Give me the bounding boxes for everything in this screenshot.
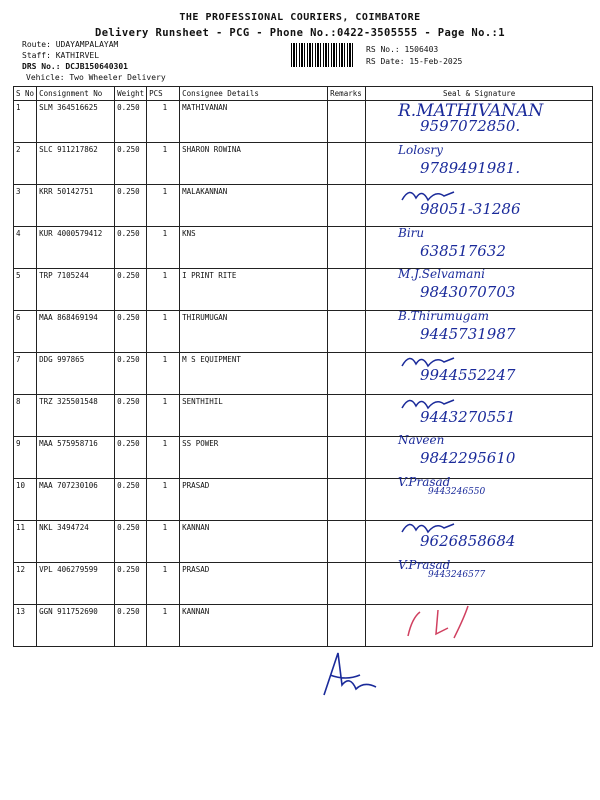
weight-cell (115, 101, 147, 143)
consignment-cell (37, 227, 115, 269)
consignment-cell-text: KRR 50142751 (39, 187, 94, 196)
consignment-cell (37, 101, 115, 143)
consignment-cell (37, 311, 115, 353)
signature-phone: 9443246550 (428, 486, 486, 497)
sno-cell-text: 10 (16, 481, 26, 490)
weight-cell (115, 563, 147, 605)
signature-name: Lolosry (398, 142, 443, 157)
consignee-cell (180, 521, 328, 563)
pcs-cell-text: 1 (162, 523, 168, 532)
consignee-cell-text: MATHIVANAN (182, 103, 228, 112)
pcs-cell-text: 1 (162, 103, 168, 112)
consignee-cell (180, 353, 328, 395)
consignment-cell (37, 143, 115, 185)
col-pcs: PCS (147, 87, 180, 101)
consignment-cell-text: KUR 4000579412 (39, 229, 103, 238)
signature-name: B.Thirumugam (398, 308, 489, 323)
rs-date: RS Date: 15-Feb-2025 (366, 57, 463, 66)
sno-cell (14, 143, 37, 185)
consignment-cell (37, 437, 115, 479)
pcs-cell-text: 1 (162, 607, 168, 616)
consignee-cell (180, 437, 328, 479)
pcs-cell (147, 521, 180, 563)
weight-cell (115, 605, 147, 647)
staff-text: Staff: KATHIRVEL (22, 51, 100, 60)
remarks-cell (328, 311, 366, 353)
consignment-cell (37, 185, 115, 227)
sno-cell (14, 563, 37, 605)
weight-cell-text: 0.250 (117, 229, 140, 238)
pcs-cell (147, 437, 180, 479)
pcs-cell (147, 605, 180, 647)
pcs-cell-text: 1 (162, 439, 168, 448)
weight-cell-text: 0.250 (117, 355, 140, 364)
pcs-cell (147, 311, 180, 353)
pcs-cell (147, 227, 180, 269)
blue-scribble-mark (316, 645, 396, 705)
sno-cell-text: 1 (16, 103, 21, 112)
consignee-cell (180, 143, 328, 185)
pcs-cell (147, 395, 180, 437)
pcs-cell-text: 1 (162, 355, 168, 364)
signature-cell (366, 605, 593, 647)
consignee-cell (180, 101, 328, 143)
consignee-cell-text: PRASAD (182, 481, 210, 490)
consignment-cell (37, 521, 115, 563)
remarks-cell (328, 353, 366, 395)
company-title: THE PROFESSIONAL COURIERS, COIMBATORE (179, 12, 421, 23)
consignee-cell-text: SS POWER (182, 439, 219, 448)
barcode (291, 43, 353, 67)
consignee-cell (180, 395, 328, 437)
weight-cell-text: 0.250 (117, 271, 140, 280)
vehicle-text: Vehicle: Two Wheeler Delivery (26, 73, 166, 82)
sno-cell (14, 311, 37, 353)
consignee-cell (180, 563, 328, 605)
sno-cell (14, 185, 37, 227)
signature-name: Naveen (398, 433, 445, 447)
signature-name: V.Prasad (398, 557, 451, 572)
consignee-cell (180, 479, 328, 521)
consignment-cell (37, 479, 115, 521)
pcs-cell (147, 185, 180, 227)
sno-cell-text: 5 (16, 271, 21, 280)
sno-cell-text: 12 (16, 565, 26, 574)
consignee-cell-text: SHARON ROWINA (182, 145, 241, 154)
consignee-cell-text: KANNAN (182, 607, 210, 616)
signature-name: R.MATHIVANAN (398, 101, 544, 121)
consignment-cell (37, 269, 115, 311)
sno-cell (14, 395, 37, 437)
col-consignee: Consignee Details (180, 87, 328, 101)
signature-phone: 9445731987 (420, 324, 516, 343)
sno-cell-text: 6 (16, 313, 21, 322)
weight-cell-text: 0.250 (117, 313, 140, 322)
table-header (14, 87, 593, 101)
signature-name: V.Prasad (398, 474, 451, 489)
consignment-cell-text: SLM 364516625 (39, 103, 98, 112)
weight-cell (115, 353, 147, 395)
consignee-cell (180, 185, 328, 227)
signature-phone: 9443246577 (428, 569, 486, 580)
remarks-cell (328, 479, 366, 521)
pcs-cell-text: 1 (162, 229, 168, 238)
weight-cell-text: 0.250 (117, 187, 140, 196)
weight-cell-text: 0.250 (117, 103, 140, 112)
weight-cell (115, 479, 147, 521)
col-weight: Weight (115, 87, 147, 101)
signature-phone: 9842295610 (420, 449, 516, 467)
consignment-cell-text: VPL 406279599 (39, 565, 98, 574)
signature-phone: 9597072850. (420, 117, 521, 135)
signature-name: Biru (398, 225, 425, 240)
sno-cell (14, 605, 37, 647)
remarks-cell (328, 563, 366, 605)
consignment-cell (37, 605, 115, 647)
sno-cell-text: 13 (16, 607, 26, 616)
pcs-cell-text: 1 (162, 187, 168, 196)
weight-cell-text: 0.250 (117, 481, 140, 490)
sno-cell-text: 9 (16, 439, 21, 448)
remarks-cell (328, 185, 366, 227)
consignment-cell (37, 353, 115, 395)
sno-cell (14, 521, 37, 563)
remarks-cell (328, 521, 366, 563)
signature-phone: 98051-31286 (420, 200, 521, 218)
pcs-cell-text: 1 (162, 145, 168, 154)
consignee-cell-text: SENTHIHIL (182, 397, 223, 406)
weight-cell (115, 311, 147, 353)
weight-cell (115, 521, 147, 563)
sno-cell (14, 101, 37, 143)
consignment-cell-text: MAA 868469194 (39, 313, 98, 322)
signature-phone: 9944552247 (420, 366, 516, 384)
consignment-cell-text: TRP 7105244 (39, 271, 89, 280)
consignment-cell-text: DDG 997865 (39, 355, 85, 364)
consignment-cell-text: MAA 707230106 (39, 481, 98, 490)
pcs-cell (147, 563, 180, 605)
col-consignment: Consignment No (37, 87, 115, 101)
runsheet-title: Delivery Runsheet - PCG - Phone No.:0422-3505555 - Page No.:1 (94, 27, 505, 39)
consignment-cell (37, 395, 115, 437)
consignment-cell-text: SLC 911217862 (39, 145, 98, 154)
pcs-cell-text: 1 (162, 397, 168, 406)
remarks-cell (328, 227, 366, 269)
pcs-cell-text: 1 (162, 271, 168, 280)
sno-cell-text: 11 (16, 523, 26, 532)
pcs-cell (147, 269, 180, 311)
sno-cell (14, 227, 37, 269)
pcs-cell-text: 1 (162, 313, 168, 322)
pcs-cell (147, 143, 180, 185)
drs-number: DRS No.: DCJB150640301 (22, 62, 128, 71)
signature-phone: 638517632 (420, 241, 506, 260)
weight-cell (115, 437, 147, 479)
consignee-cell-text: I PRINT RITE (182, 271, 237, 280)
sno-cell-text: 7 (16, 355, 21, 364)
weight-cell (115, 269, 147, 311)
consignee-cell (180, 269, 328, 311)
table-row (14, 479, 593, 521)
remarks-cell (328, 437, 366, 479)
pcs-cell (147, 101, 180, 143)
consignee-cell (180, 605, 328, 647)
consignment-cell (37, 563, 115, 605)
sno-cell (14, 437, 37, 479)
signature-phone: 9443270551 (420, 407, 516, 426)
consignment-cell-text: MAA 575958716 (39, 439, 98, 448)
signature-phone: 9626858684 (420, 532, 516, 550)
weight-cell-text: 0.250 (117, 145, 140, 154)
weight-cell-text: 0.250 (117, 439, 140, 448)
route-text: Route: UDAYAMPALAYAM (22, 40, 119, 49)
consignment-cell-text: NKL 3494724 (39, 523, 89, 532)
weight-cell (115, 143, 147, 185)
remarks-cell (328, 143, 366, 185)
pcs-cell (147, 479, 180, 521)
col-remarks: Remarks (328, 87, 366, 101)
weight-cell-text: 0.250 (117, 397, 140, 406)
consignee-cell-text: MALAKANNAN (182, 187, 228, 196)
weight-cell-text: 0.250 (117, 607, 140, 616)
sno-cell-text: 8 (16, 397, 21, 406)
consignment-cell-text: TRZ 325501548 (39, 397, 98, 406)
sno-cell (14, 269, 37, 311)
consignee-cell-text: PRASAD (182, 565, 210, 574)
remarks-cell (328, 395, 366, 437)
consignment-cell-text: GGN 911752690 (39, 607, 98, 616)
col-signature: Seal & Signature (366, 87, 593, 101)
consignee-cell-text: KNS (182, 229, 196, 238)
signature-phone: 9843070703 (420, 283, 516, 301)
rs-number: RS No.: 1506403 (366, 45, 439, 54)
sno-cell-text: 4 (16, 229, 21, 238)
signature-phone: 9789491981. (420, 158, 521, 177)
sno-cell (14, 353, 37, 395)
remarks-cell (328, 269, 366, 311)
col-sno: S No (14, 87, 37, 101)
weight-cell-text: 0.250 (117, 565, 140, 574)
weight-cell (115, 227, 147, 269)
remarks-cell (328, 605, 366, 647)
pcs-cell-text: 1 (162, 481, 168, 490)
consignee-cell-text: THIRUMUGAN (182, 313, 228, 322)
pcs-cell (147, 353, 180, 395)
table-row (14, 605, 593, 647)
signature-name: M.J.Selvamani (398, 267, 485, 281)
table-row (14, 563, 593, 605)
sno-cell (14, 479, 37, 521)
remarks-cell (328, 101, 366, 143)
pcs-cell-text: 1 (162, 565, 168, 574)
weight-cell (115, 185, 147, 227)
weight-cell (115, 395, 147, 437)
consignee-cell-text: KANNAN (182, 523, 210, 532)
consignee-cell (180, 311, 328, 353)
consignee-cell (180, 227, 328, 269)
sno-cell-text: 3 (16, 187, 21, 196)
weight-cell-text: 0.250 (117, 523, 140, 532)
sno-cell-text: 2 (16, 145, 21, 154)
consignee-cell-text: M S EQUIPMENT (182, 355, 241, 364)
